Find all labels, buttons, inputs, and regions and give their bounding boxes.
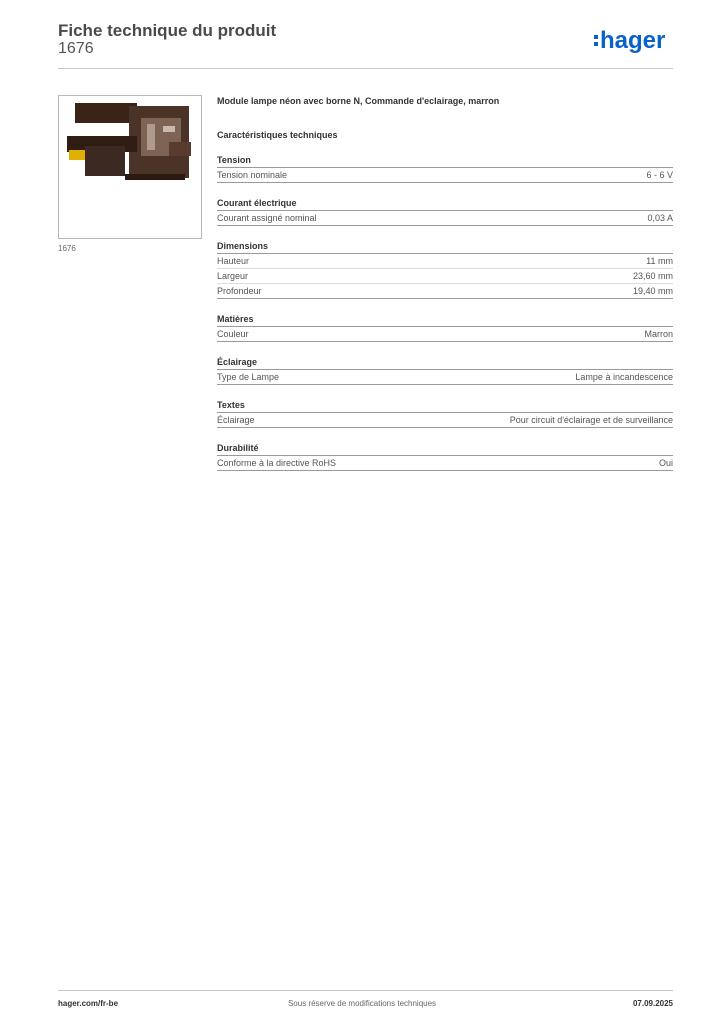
footer-disclaimer: Sous réserve de modifications techniques	[287, 999, 437, 1008]
product-description: Module lampe néon avec borne N, Commande d'eclairage, marron	[217, 96, 500, 106]
spec-label: Hauteur	[217, 256, 250, 266]
section-title: Tension	[217, 154, 673, 168]
spec-value: 6 - 6 V	[646, 170, 673, 180]
spec-row	[217, 370, 673, 385]
section-title: Courant électrique	[217, 197, 673, 211]
spec-row	[217, 211, 673, 226]
page-title: Fiche technique du produit	[58, 21, 277, 40]
spec-value: 11 mm	[646, 256, 673, 266]
header-divider	[58, 68, 673, 69]
section-durabilite	[217, 442, 673, 471]
section-matieres	[217, 313, 673, 342]
footer-website-link[interactable]: hager.com/fr-be	[58, 999, 119, 1008]
section-tension	[217, 154, 673, 183]
spec-row	[217, 254, 673, 269]
spec-row	[217, 168, 673, 183]
spec-label: Largeur	[217, 271, 249, 281]
spec-value: Pour circuit d'éclairage et de surveillance	[509, 415, 673, 425]
footer-date: 07.09.2025	[632, 999, 673, 1008]
section-dimensions	[217, 240, 673, 299]
spec-value: Marron	[644, 329, 673, 339]
spec-row	[217, 413, 673, 428]
spec-value: 19,40 mm	[632, 286, 673, 296]
section-textes	[217, 399, 673, 428]
spec-row	[217, 456, 673, 471]
spec-label: Type de Lampe	[217, 372, 280, 382]
product-details	[217, 96, 673, 471]
section-title: Durabilité	[217, 442, 673, 456]
hager-logo	[593, 26, 675, 56]
spec-row	[217, 269, 673, 284]
spec-label: Conforme à la directive RoHS	[217, 458, 337, 468]
section-eclairage	[217, 356, 673, 385]
spec-row	[217, 327, 673, 342]
image-caption: 1676	[58, 244, 76, 253]
section-courant	[217, 197, 673, 226]
spec-label: Profondeur	[217, 286, 262, 296]
product-image	[58, 95, 202, 239]
spec-label: Courant assigné nominal	[217, 213, 317, 223]
section-title: Dimensions	[217, 240, 673, 254]
section-title: Éclairage	[217, 356, 673, 370]
spec-label: Tension nominale	[217, 170, 288, 180]
spec-value: Oui	[658, 458, 673, 468]
characteristics-heading: Caractéristiques techniques	[217, 130, 338, 140]
spec-value: Lampe à incandescence	[575, 372, 673, 382]
section-title: Textes	[217, 399, 673, 413]
spec-label: Couleur	[217, 329, 249, 339]
spec-value: 23,60 mm	[632, 271, 673, 281]
product-reference: 1676	[58, 40, 94, 57]
spec-label: Éclairage	[217, 415, 255, 425]
spec-row	[217, 284, 673, 299]
footer-divider	[58, 990, 673, 991]
brand-wordmark: hager	[600, 27, 666, 54]
spec-value: 0,03 A	[647, 213, 673, 223]
section-title: Matières	[217, 313, 673, 327]
